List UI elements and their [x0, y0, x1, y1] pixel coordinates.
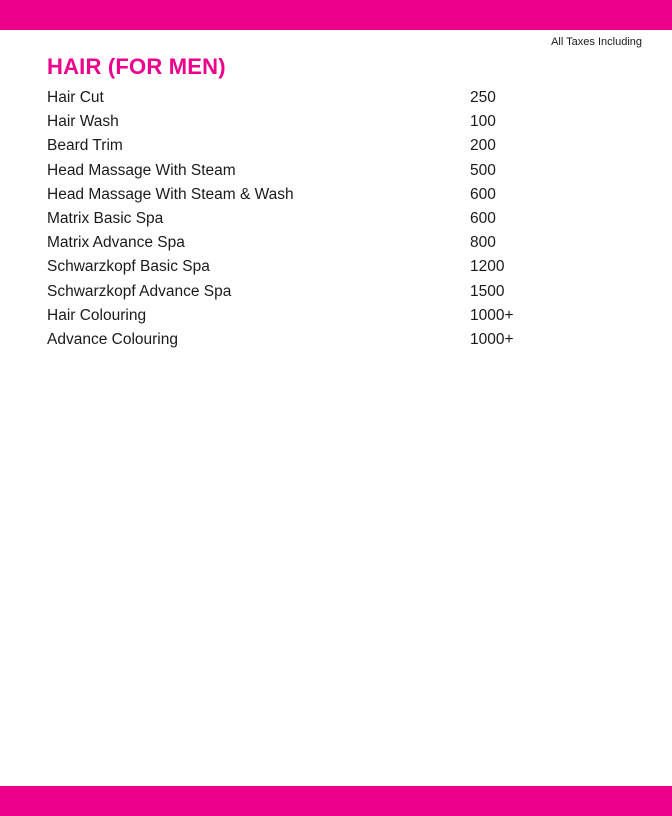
- section-title: HAIR (FOR MEN): [47, 54, 226, 79]
- bottom-accent-bar: [0, 786, 672, 816]
- price-row: [47, 280, 607, 304]
- price-row: [47, 255, 607, 279]
- service-price: 250: [470, 89, 496, 106]
- service-price: 600: [470, 185, 496, 203]
- service-name: Hair Wash: [47, 113, 119, 131]
- top-accent-bar: [0, 0, 672, 30]
- service-name: Head Massage With Steam: [47, 161, 236, 179]
- price-list: [47, 86, 607, 352]
- service-name: Matrix Basic Spa: [47, 209, 164, 227]
- price-row: [47, 304, 607, 328]
- service-price: 1000+: [470, 330, 514, 348]
- price-row: [47, 328, 607, 352]
- service-name: Hair Cut: [47, 89, 104, 106]
- price-row: [47, 86, 607, 110]
- price-row: [47, 159, 607, 183]
- service-price: 100: [470, 113, 496, 131]
- service-name: Hair Colouring: [47, 306, 147, 324]
- service-name: Beard Trim: [47, 137, 123, 155]
- service-price: 1200: [470, 258, 505, 276]
- service-name: Head Massage With Steam & Wash: [47, 185, 294, 203]
- service-price: 600: [470, 209, 496, 227]
- price-row: [47, 207, 607, 231]
- price-row: [47, 110, 607, 134]
- service-price: 1500: [470, 282, 505, 300]
- price-row: [47, 231, 607, 255]
- service-name: Schwarzkopf Basic Spa: [47, 258, 210, 276]
- tax-note: All Taxes Including: [551, 36, 642, 48]
- service-name: Matrix Advance Spa: [47, 234, 185, 252]
- service-name: Schwarzkopf Advance Spa: [47, 282, 232, 300]
- service-price: 1000+: [470, 306, 514, 324]
- price-row: [47, 134, 607, 158]
- price-row: [47, 183, 607, 207]
- service-price: 200: [470, 137, 496, 155]
- service-price: 500: [470, 161, 496, 179]
- service-price: 800: [470, 234, 496, 252]
- service-name: Advance Colouring: [47, 330, 178, 348]
